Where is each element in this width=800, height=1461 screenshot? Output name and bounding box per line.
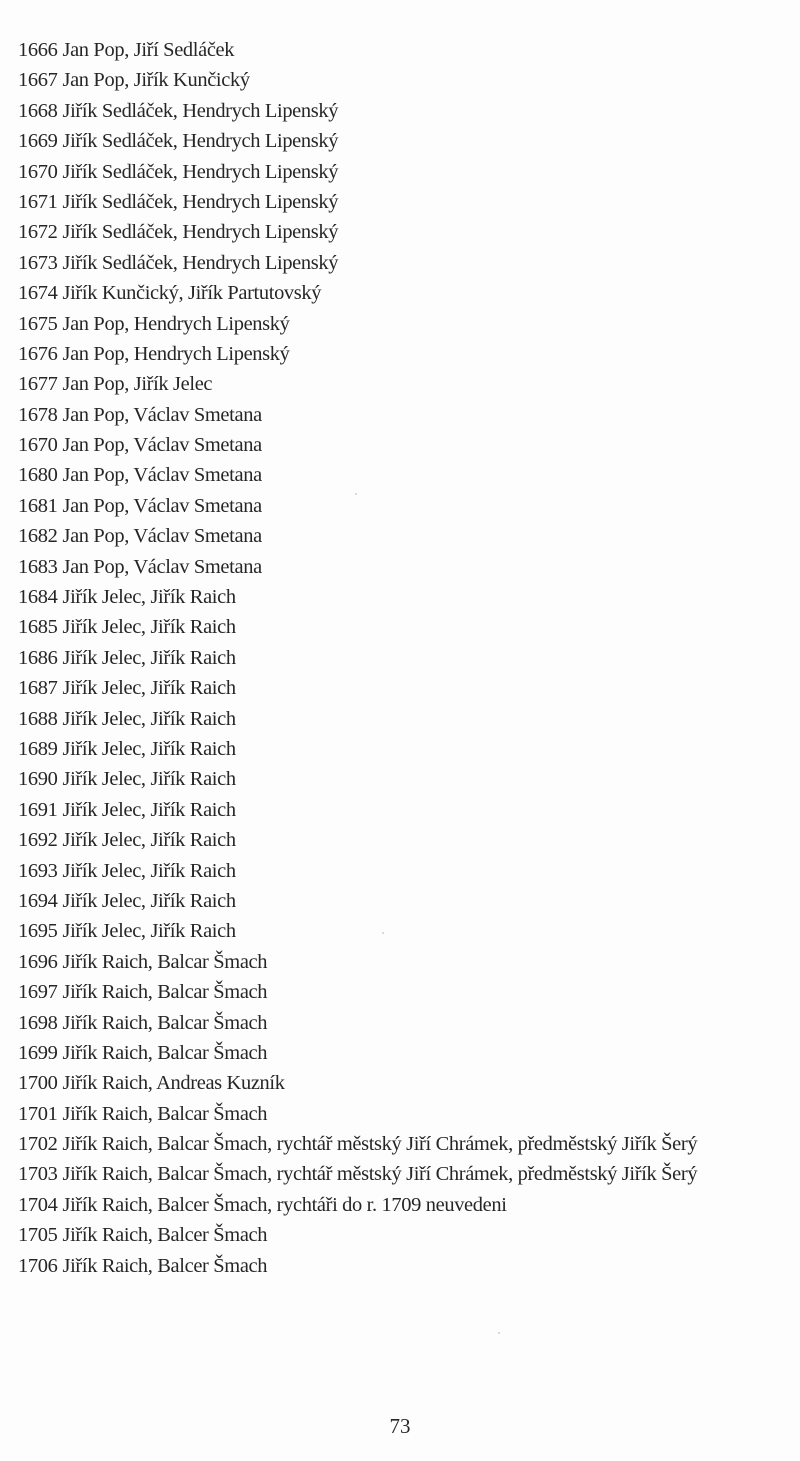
entry-year: 1676	[18, 342, 58, 365]
entry-names: Jiřík Kunčický, Jiřík Partutovský	[62, 282, 322, 305]
entry-row	[18, 916, 798, 946]
entry-row	[18, 491, 798, 521]
entry-row	[18, 673, 798, 703]
entry-names: Jiřík Sedláček, Hendrych Lipenský	[62, 251, 339, 274]
entry-names: Jiřík Sedláček, Hendrych Lipenský	[62, 190, 339, 213]
entry-year: 1704	[18, 1193, 58, 1216]
entry-names: Jiřík Jelec, Jiřík Raich	[62, 677, 236, 700]
entry-year: 1690	[18, 768, 58, 791]
entry-row	[18, 825, 798, 855]
entry-names: Jiřík Jelec, Jiřík Raich	[62, 616, 236, 639]
entry-names: Jiřík Jelec, Jiřík Raich	[62, 707, 236, 730]
entry-year: 1694	[18, 889, 58, 912]
entry-names: Jan Pop, Hendrych Lipenský	[62, 312, 290, 335]
page-number: 73	[389, 1414, 411, 1438]
entry-year: 1686	[18, 646, 58, 669]
entry-names: Jiřík Sedláček, Hendrych Lipenský	[62, 160, 339, 183]
entry-names: Jiřík Jelec, Jiřík Raich	[62, 889, 236, 912]
entry-year: 1687	[18, 677, 58, 700]
entry-names: Jan Pop, Václav Smetana	[62, 494, 262, 517]
entry-row	[18, 248, 798, 278]
entry-row	[18, 977, 798, 1007]
scan-speck	[498, 1332, 500, 1334]
entry-row	[18, 96, 798, 126]
entry-names: Jiřík Jelec, Jiřík Raich	[62, 586, 236, 609]
entry-year: 1689	[18, 737, 58, 760]
scan-speck	[355, 493, 357, 495]
entry-row	[18, 339, 798, 369]
entry-row	[18, 126, 798, 156]
entry-names: Jan Pop, Jiřík Kunčický	[62, 69, 250, 92]
entry-row	[18, 217, 798, 247]
entry-row	[18, 947, 798, 977]
entry-names: Jiřík Raich, Balcar Šmach, rychtář městský Jiří Chrámek, předměstský Jiřík Šerý	[62, 1163, 698, 1186]
entry-year: 1693	[18, 859, 58, 882]
entry-year: 1670	[18, 434, 58, 457]
entry-year: 1675	[18, 312, 58, 335]
entry-names: Jiřík Raich, Balcar Šmach	[62, 1011, 268, 1034]
entry-names: Jiřík Raich, Balcer Šmach	[62, 1254, 268, 1277]
entry-names: Jan Pop, Jiřík Jelec	[62, 373, 213, 396]
entry-row	[18, 309, 798, 339]
entry-year: 1699	[18, 1041, 58, 1064]
entry-row	[18, 1220, 798, 1250]
entry-row	[18, 460, 798, 490]
entry-year: 1671	[18, 190, 58, 213]
entry-row	[18, 1251, 798, 1281]
entry-row	[18, 795, 798, 825]
entry-names: Jiřík Raich, Balcer Šmach, rychtáři do r. 1709 neuvedeni	[62, 1193, 507, 1216]
entry-row	[18, 35, 798, 65]
entry-year: 1668	[18, 99, 58, 122]
entry-row	[18, 187, 798, 217]
entry-names: Jan Pop, Václav Smetana	[62, 403, 262, 426]
entry-row	[18, 886, 798, 916]
entry-names: Jiřík Raich, Andreas Kuzník	[62, 1072, 285, 1095]
entry-row	[18, 1008, 798, 1038]
entry-year: 1685	[18, 616, 58, 639]
entry-year: 1692	[18, 829, 58, 852]
entry-year: 1683	[18, 555, 58, 578]
entry-row	[18, 521, 798, 551]
entry-row	[18, 704, 798, 734]
entry-names: Jan Pop, Václav Smetana	[62, 464, 262, 487]
entry-year: 1684	[18, 586, 58, 609]
entry-year: 1701	[18, 1102, 58, 1125]
entry-names: Jiřík Jelec, Jiřík Raich	[62, 768, 236, 791]
entry-year: 1666	[18, 39, 58, 61]
entry-names: Jan Pop, Václav Smetana	[62, 555, 262, 578]
entry-row	[18, 1190, 798, 1220]
entry-year: 1691	[18, 798, 58, 821]
scan-speck	[382, 932, 384, 934]
entry-names: Jan Pop, Hendrych Lipenský	[62, 342, 290, 365]
entry-year: 1703	[18, 1163, 58, 1186]
entry-year: 1697	[18, 981, 58, 1004]
entry-row	[18, 1159, 798, 1189]
entry-row	[18, 430, 798, 460]
entry-names: Jiřík Raich, Balcar Šmach, rychtář městský Jiří Chrámek, předměstský Jiřík Šerý	[62, 1133, 698, 1156]
entry-year: 1702	[18, 1133, 58, 1156]
entry-row	[18, 1038, 798, 1068]
entry-names: Jiřík Raich, Balcar Šmach	[62, 1041, 268, 1064]
entry-names: Jiřík Raich, Balcer Šmach	[62, 1224, 268, 1247]
entry-names: Jiřík Raich, Balcar Šmach	[62, 950, 268, 973]
entry-year: 1678	[18, 403, 58, 426]
entry-year: 1705	[18, 1224, 58, 1247]
entry-names: Jan Pop, Jiří Sedláček	[62, 39, 235, 61]
entry-row	[18, 764, 798, 794]
entry-names: Jiřík Sedláček, Hendrych Lipenský	[62, 221, 339, 244]
entry-names: Jiřík Sedláček, Hendrych Lipenský	[62, 130, 339, 153]
entry-row	[18, 552, 798, 582]
entry-list	[18, 35, 798, 1281]
entry-row	[18, 734, 798, 764]
entry-year: 1669	[18, 130, 58, 153]
entry-names: Jiřík Sedláček, Hendrych Lipenský	[62, 99, 339, 122]
entry-names: Jan Pop, Václav Smetana	[62, 525, 262, 548]
entry-row	[18, 400, 798, 430]
entry-row	[18, 278, 798, 308]
entry-names: Jan Pop, Václav Smetana	[62, 434, 262, 457]
entry-year: 1677	[18, 373, 58, 396]
entry-names: Jiřík Jelec, Jiřík Raich	[62, 920, 236, 943]
entry-names: Jiřík Jelec, Jiřík Raich	[62, 646, 236, 669]
entry-year: 1695	[18, 920, 58, 943]
entry-year: 1688	[18, 707, 58, 730]
entry-row	[18, 1068, 798, 1098]
entry-year: 1682	[18, 525, 58, 548]
entry-year: 1670	[18, 160, 58, 183]
entry-year: 1680	[18, 464, 58, 487]
entry-row	[18, 157, 798, 187]
entry-row	[18, 1099, 798, 1129]
entry-names: Jiřík Jelec, Jiřík Raich	[62, 737, 236, 760]
entry-row	[18, 612, 798, 642]
entry-year: 1674	[18, 282, 58, 305]
entry-names: Jiřík Raich, Balcar Šmach	[62, 981, 268, 1004]
entry-year: 1706	[18, 1254, 58, 1277]
entry-year: 1667	[18, 69, 58, 92]
entry-year: 1672	[18, 221, 58, 244]
entry-names: Jiřík Jelec, Jiřík Raich	[62, 829, 236, 852]
entry-year: 1681	[18, 494, 58, 517]
entry-year: 1673	[18, 251, 58, 274]
entry-names: Jiřík Jelec, Jiřík Raich	[62, 798, 236, 821]
entry-year: 1696	[18, 950, 58, 973]
entry-row	[18, 65, 798, 95]
entry-year: 1700	[18, 1072, 58, 1095]
entry-row	[18, 643, 798, 673]
entry-row	[18, 1129, 798, 1159]
entry-row	[18, 582, 798, 612]
entry-row	[18, 856, 798, 886]
entry-names: Jiřík Raich, Balcar Šmach	[62, 1102, 268, 1125]
entry-row	[18, 369, 798, 399]
entry-year: 1698	[18, 1011, 58, 1034]
entry-names: Jiřík Jelec, Jiřík Raich	[62, 859, 236, 882]
